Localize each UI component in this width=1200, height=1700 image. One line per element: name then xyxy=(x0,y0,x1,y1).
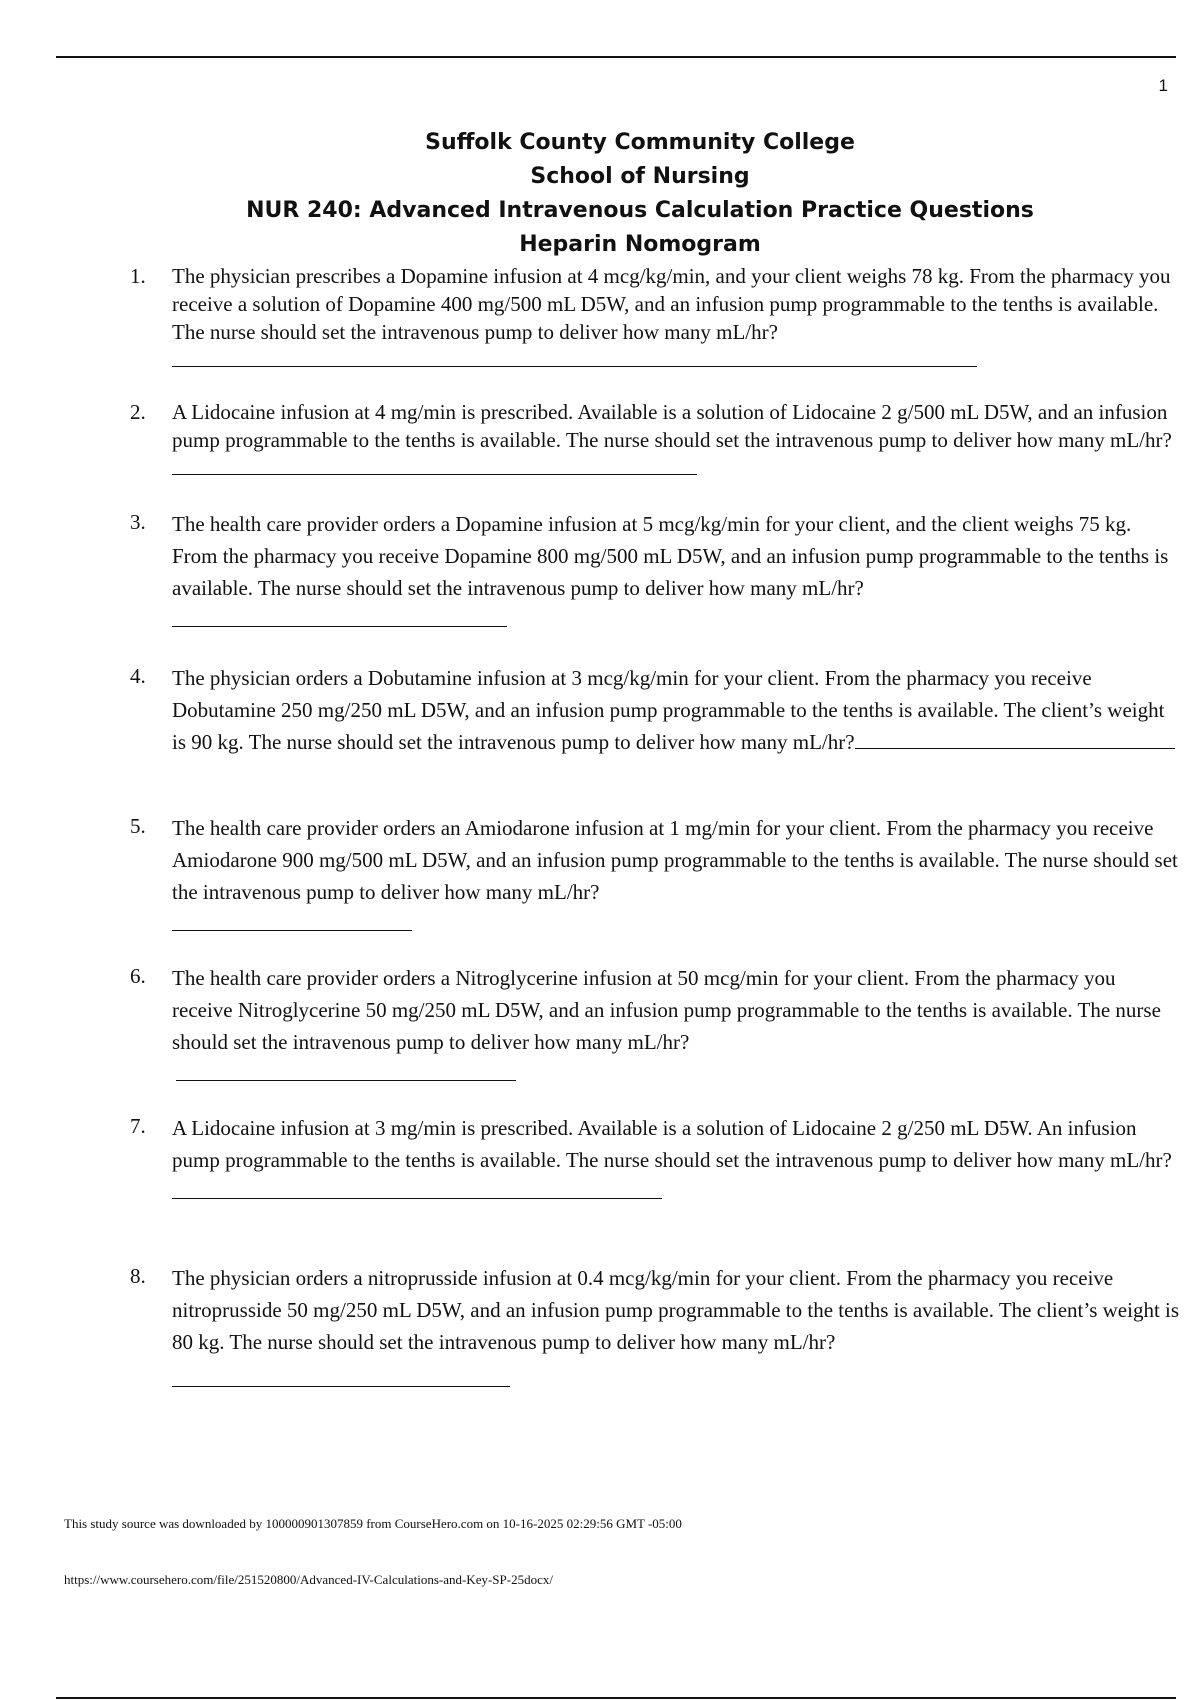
question-item xyxy=(130,262,1180,374)
course-title: NUR 240: Advanced Intravenous Calculation Practice Questions xyxy=(246,198,1034,223)
question-text: The physician orders a nitroprusside infusion at 0.4 mcg/kg/min for your client. From the pharmacy you receive nitroprusside 50 mg/250 mL D5W, and an infusion pump programmable to the tenths is available. The client’s weight is 80 kg. The nurse should set the intravenous pump to deliver how many mL/hr? xyxy=(172,1266,1180,1354)
college-name: Suffolk County Community College xyxy=(425,130,855,155)
question-item xyxy=(130,1262,1180,1387)
question-item xyxy=(130,508,1180,636)
question-number: 8. xyxy=(130,1264,146,1288)
question-text: The health care provider orders a Nitroglycerine infusion at 50 mcg/min for your client. From the pharmacy you receive Nitroglycerine 50 mg/250 mL D5W, and an infusion pump programmable to the tenths is available. The nurse should set the intravenous pump to deliver how many mL/hr? xyxy=(172,966,1161,1054)
question-item xyxy=(130,398,1180,482)
question-number: 7. xyxy=(130,1114,146,1138)
question-item xyxy=(130,1112,1180,1208)
document-subtitle: Heparin Nomogram xyxy=(519,232,761,257)
bottom-rule xyxy=(56,1697,1176,1699)
question-text: A Lidocaine infusion at 3 mg/min is prescribed. Available is a solution of Lidocaine 2 g/250 mL D5W. An infusion pump programmable to the tenths is available. The nurse should set the intravenous pump to deliver how many mL/hr? xyxy=(172,1112,1180,1208)
question-number: 4. xyxy=(130,664,146,688)
answer-blank[interactable] xyxy=(172,1178,662,1199)
question-text: The physician orders a Dobutamine infusion at 3 mcg/kg/min for your client. From the pharmacy you receive Dobutamine 250 mg/250 mL D5W, and an infusion pump programmable to the tenths is available. The client’s weight is 90 kg. The nurse should set the intravenous pump to deliver how many mL/hr? xyxy=(172,662,1180,758)
source-url[interactable]: https://www.coursehero.com/file/251520800/Advanced-IV-Calculations-and-Key-SP-25docx/ xyxy=(64,1572,553,1587)
question-item xyxy=(130,662,1180,758)
question-number: 5. xyxy=(130,814,146,838)
top-rule xyxy=(56,56,1176,58)
answer-blank[interactable] xyxy=(176,1058,516,1081)
question-number: 6. xyxy=(130,964,146,988)
question-item xyxy=(130,962,1180,1081)
question-number: 2. xyxy=(130,400,146,424)
answer-blank[interactable] xyxy=(172,606,507,627)
answer-blank[interactable] xyxy=(172,346,977,367)
question-text: The health care provider orders an Amiodarone infusion at 1 mg/min for your client. From the pharmacy you receive Amiodarone 900 mg/500 mL D5W, and an infusion pump programmable to the tenths is available. The nurse should set the intravenous pump to deliver how many mL/hr? xyxy=(172,816,1178,904)
question-text: A Lidocaine infusion at 4 mg/min is prescribed. Available is a solution of Lidocaine 2 g/500 mL D5W, and an infusion pump programmable to the tenths is available. The nurse should set the intravenous pump to deliver how many mL/hr? xyxy=(172,398,1180,482)
question-text: The health care provider orders a Dopamine infusion at 5 mcg/kg/min for your client, and the client weighs 75 kg. From the pharmacy you receive Dopamine 800 mg/500 mL D5W, and an infusion pump programmable to the tenths is available. The nurse should set the intravenous pump to deliver how many mL/hr? xyxy=(172,508,1180,636)
question-text: The physician prescribes a Dopamine infusion at 4 mcg/kg/min, and your client weighs 78 kg. From the pharmacy you receive a solution of Dopamine 400 mg/500 mL D5W, and an infusion pump programmable to the tenths is available. The nurse should set the intravenous pump to deliver how many mL/hr? xyxy=(172,262,1180,374)
school-name: School of Nursing xyxy=(530,164,750,189)
answer-blank[interactable] xyxy=(855,728,1175,749)
question-item xyxy=(130,812,1180,931)
question-number: 3. xyxy=(130,510,146,534)
answer-blank[interactable] xyxy=(172,908,412,931)
document-header xyxy=(0,126,1200,262)
answer-blank[interactable] xyxy=(172,454,697,475)
download-note: This study source was downloaded by 100000901307859 from CourseHero.com on 10-16-2025 02:29:56 GMT -05:00 xyxy=(64,1516,682,1531)
page-number: 1 xyxy=(1158,76,1168,95)
question-number: 1. xyxy=(130,264,146,288)
answer-blank[interactable] xyxy=(172,1364,510,1387)
